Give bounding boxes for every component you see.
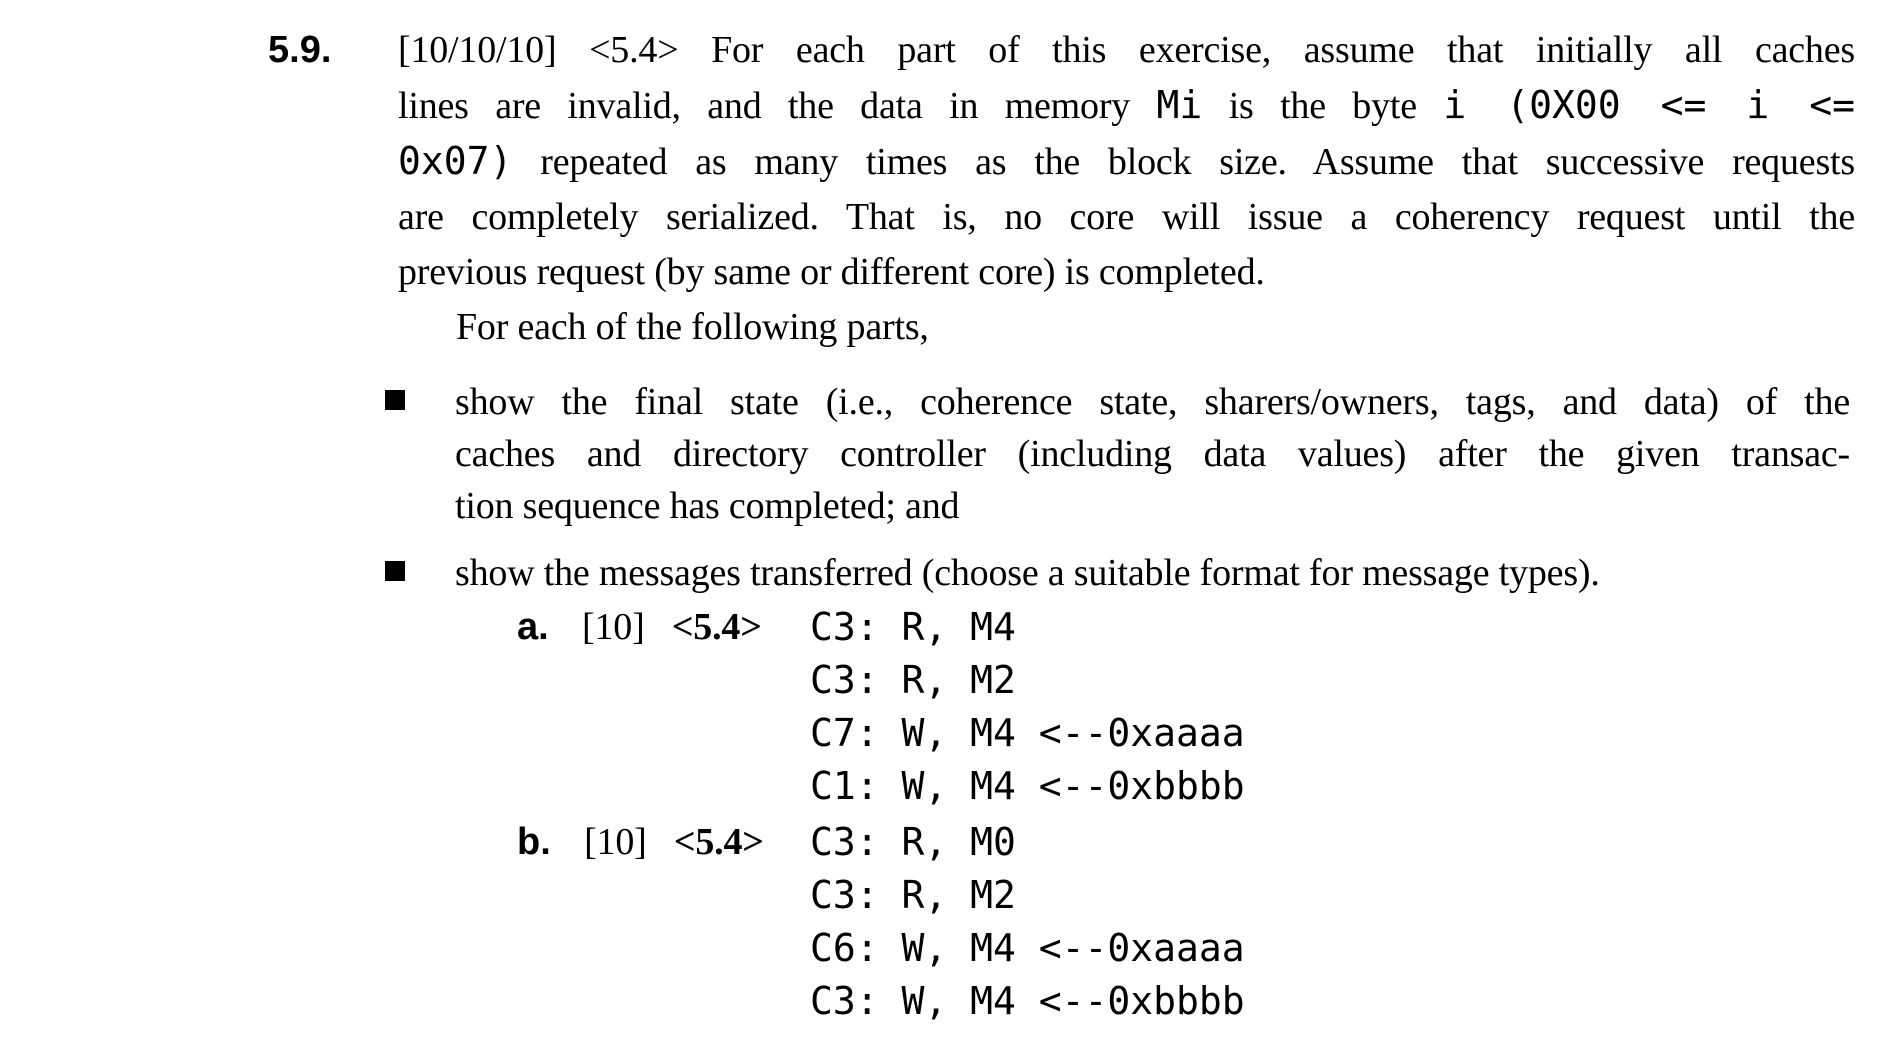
code-line: C3: R, M2 [810, 873, 1016, 917]
text-segment: For each of the following parts, [456, 306, 929, 348]
part-letter: a. [517, 606, 549, 648]
part-a [517, 601, 1850, 813]
text-segment: Mi [1156, 83, 1203, 127]
text-segment: previous request (by same or different core) is completed. [398, 251, 1265, 293]
exercise-body [398, 23, 1855, 1028]
text-segment: tion sequence has completed; and [455, 485, 960, 527]
bullet-item-final-state [398, 376, 1855, 532]
part-b-code-block [810, 816, 1850, 1028]
text-line [455, 428, 1850, 480]
part-section-ref: <5.4> [671, 606, 762, 648]
text-segment: is the byte [1202, 85, 1444, 127]
text-segment: lines are invalid, and the data in memory [398, 85, 1157, 127]
exercise-parts [517, 601, 1850, 1028]
text-segment: 0x07) [398, 139, 513, 183]
text-segment: [10/10/10] <5.4> For each part of this exercise, assume that initially all caches [398, 29, 1855, 71]
text-segment: caches and directory controller (including data values) after the given transac- [455, 433, 1850, 475]
code-line: C3: R, M0 [810, 820, 1016, 864]
text-line [398, 134, 1855, 190]
text-segment: are completely serialized. That is, no core will issue a coherency request until the [398, 196, 1855, 238]
text-line [398, 245, 1855, 300]
text-segment: show the final state (i.e., coherence state, sharers/owners, tags, and data) of the [455, 381, 1850, 423]
text-line [455, 547, 1850, 599]
text-line [398, 190, 1855, 245]
bullet-list [398, 376, 1855, 1028]
bullet-square-icon [385, 561, 405, 581]
bullet-text-messages [455, 547, 1850, 1028]
bullet-item-messages [398, 547, 1855, 1028]
text-line [455, 376, 1850, 428]
part-b-label [517, 816, 810, 1028]
part-a-label [517, 601, 810, 813]
code-line: C3: R, M2 [810, 658, 1016, 702]
part-section-ref: <5.4> [673, 821, 764, 863]
part-a-code-block [810, 601, 1850, 813]
bullet-messages-lines [455, 547, 1850, 599]
text-segment: repeated as many times as the block size. Assume that successive requests [512, 141, 1855, 183]
text-segment: i (0X00 <= i <= [1443, 83, 1856, 127]
text-line [398, 300, 1855, 355]
text-line [455, 480, 1850, 532]
part-points: [10] [584, 821, 647, 863]
code-line: C3: W, M4 <--0xbbbb [810, 979, 1245, 1023]
part-letter: b. [517, 821, 551, 863]
bullet-square-icon [385, 390, 405, 410]
text-line [398, 23, 1855, 78]
code-line: C7: W, M4 <--0xaaaa [810, 711, 1245, 755]
text-segment: show the messages transferred (choose a suitable format for message types). [455, 552, 1600, 594]
code-line: C1: W, M4 <--0xbbbb [810, 764, 1245, 808]
code-line: C3: R, M4 [810, 605, 1016, 649]
part-b [517, 816, 1850, 1028]
exercise-intro-paragraph [398, 23, 1855, 355]
part-points: [10] [582, 606, 645, 648]
bullet-text-final-state [455, 376, 1850, 532]
text-line [398, 78, 1855, 134]
exercise-number: 5.9. [268, 29, 332, 71]
code-line: C6: W, M4 <--0xaaaa [810, 926, 1245, 970]
